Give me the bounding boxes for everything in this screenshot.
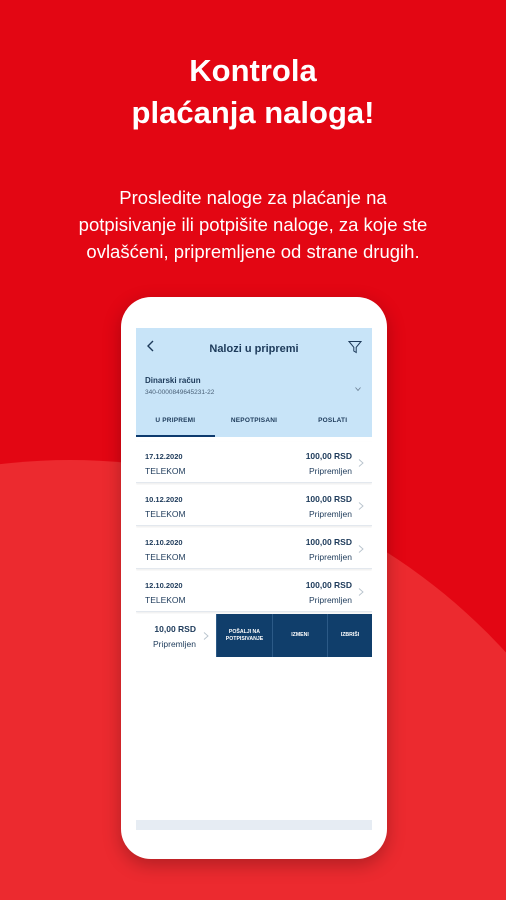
order-status: Pripremljen	[309, 466, 352, 476]
orders-list	[136, 442, 372, 657]
swiped-order-info[interactable]	[136, 614, 216, 657]
order-payee: TELEKOM	[145, 552, 186, 562]
headline-line-2: plaćanja naloga!	[131, 95, 375, 130]
phone-screen	[136, 328, 372, 830]
order-date: 17.12.2020	[145, 452, 183, 461]
page-title: Nalozi u pripremi	[209, 343, 299, 355]
swiped-list-item[interactable]	[136, 614, 372, 657]
send-for-signing-button[interactable]	[216, 614, 272, 657]
chevron-right-icon	[358, 502, 364, 510]
order-payee: TELEKOM	[145, 595, 186, 605]
order-amount: 100,00 RSD	[305, 580, 352, 590]
list-item[interactable]	[136, 528, 372, 569]
chevron-right-icon	[358, 459, 364, 467]
delete-button[interactable]: IZBRIŠI	[327, 614, 372, 657]
order-payee: TELEKOM	[145, 466, 186, 476]
app-header	[136, 328, 372, 437]
list-item[interactable]	[136, 485, 372, 526]
list-item[interactable]	[136, 571, 372, 612]
order-payee: TELEKOM	[145, 509, 186, 519]
order-status: Pripremljen	[309, 552, 352, 562]
edit-button[interactable]: IZMENI	[272, 614, 327, 657]
chevron-down-icon[interactable]	[355, 386, 361, 392]
order-tabs	[136, 407, 372, 437]
order-status: Pripremljen	[153, 639, 196, 649]
tab-unsigned[interactable]: NEPOTPISANI	[230, 417, 278, 424]
subtitle-line-1: Prosledite naloge za plaćanje na	[119, 187, 387, 208]
order-date: 12.10.2020	[145, 538, 183, 547]
chevron-right-icon	[358, 588, 364, 596]
order-amount: 100,00 RSD	[305, 451, 352, 461]
order-date: 10.12.2020	[145, 495, 183, 504]
account-name[interactable]: Dinarski račun	[145, 376, 201, 385]
order-status: Pripremljen	[309, 509, 352, 519]
order-amount: 100,00 RSD	[305, 537, 352, 547]
order-amount: 100,00 RSD	[305, 494, 352, 504]
order-date: 12.10.2020	[145, 581, 183, 590]
chevron-right-icon	[358, 545, 364, 553]
phone-frame	[121, 297, 387, 859]
tab-sent[interactable]: POSLATI	[318, 417, 348, 424]
tab-in-preparation[interactable]: U PRIPREMI	[136, 407, 215, 437]
order-status: Pripremljen	[309, 595, 352, 605]
send-label-line-2: POTPISIVANJE	[225, 635, 264, 642]
promo-headline	[0, 50, 506, 134]
list-item[interactable]	[136, 442, 372, 483]
order-amount: 10,00 RSD	[154, 624, 196, 634]
account-number: 340-0000849645231-22	[145, 389, 215, 396]
bottom-bar	[136, 820, 372, 830]
promo-subtitle	[20, 184, 486, 265]
headline-line-1: Kontrola	[189, 53, 317, 88]
subtitle-line-2: potpisivanje ili potpišite naloge, za koje ste	[78, 214, 428, 235]
subtitle-line-3: ovlašćeni, pripremljene od strane drugih.	[86, 241, 420, 262]
filter-icon[interactable]	[348, 340, 362, 354]
chevron-right-icon	[203, 632, 209, 640]
send-label-line-1: POŠALJI NA	[228, 628, 261, 635]
